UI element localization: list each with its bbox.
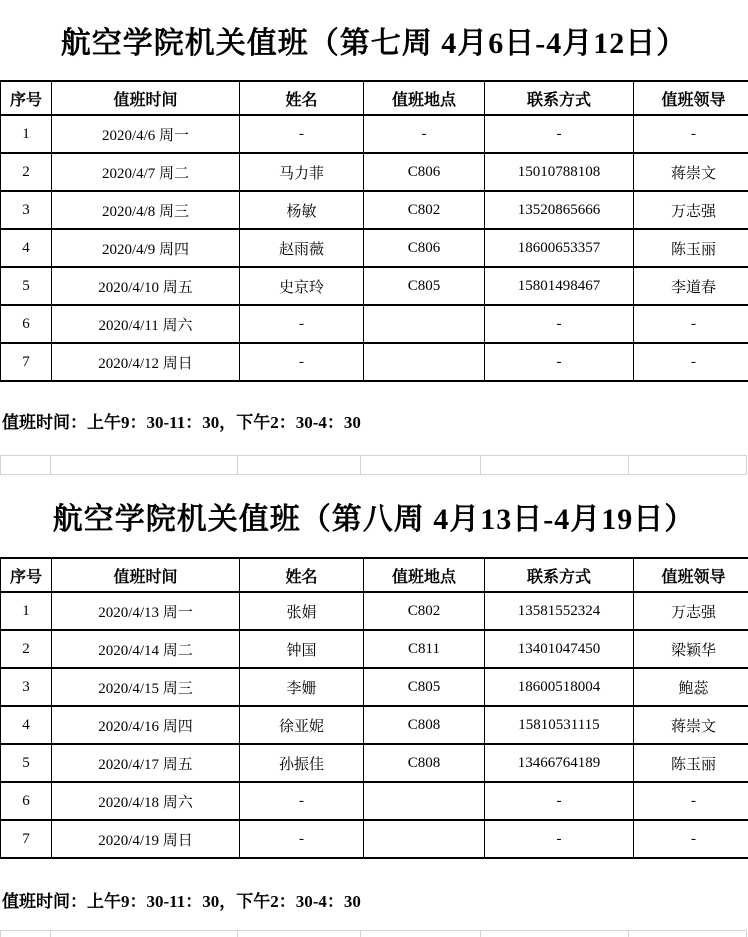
table-cell: - xyxy=(634,782,748,820)
week8-table-title: 航空学院机关值班（第八周 4月13日-4月19日） xyxy=(0,475,748,557)
table-cell: 1 xyxy=(1,115,52,153)
table-cell: - xyxy=(634,820,748,858)
table-cell: - xyxy=(485,820,634,858)
empty-cell xyxy=(481,456,629,474)
table-cell: 6 xyxy=(1,305,52,343)
header-row xyxy=(1,558,748,592)
table-cell: 2 xyxy=(1,630,52,668)
table-cell: 15801498467 xyxy=(485,267,634,305)
table-cell: 2020/4/12 周日 xyxy=(52,343,240,381)
table-cell: 5 xyxy=(1,267,52,305)
week7-duty-hours-note: 值班时间：上午9：30-11：30，下午2：30-4：30 xyxy=(2,408,748,428)
table-cell xyxy=(364,820,485,858)
table-cell: 2020/4/11 周六 xyxy=(52,305,240,343)
table-cell: - xyxy=(364,115,485,153)
table-cell: 2020/4/17 周五 xyxy=(52,744,240,782)
table-cell: 杨敏 xyxy=(240,191,364,229)
table-cell: - xyxy=(634,115,748,153)
table-cell: C811 xyxy=(364,630,485,668)
table-cell: C805 xyxy=(364,668,485,706)
table-cell: 2020/4/14 周二 xyxy=(52,630,240,668)
table-cell: C808 xyxy=(364,744,485,782)
table-row xyxy=(1,153,748,191)
table-cell: 李道春 xyxy=(634,267,748,305)
empty-spreadsheet-row xyxy=(0,455,747,475)
table-cell: 梁颖华 xyxy=(634,630,748,668)
table-cell: 2020/4/6 周一 xyxy=(52,115,240,153)
week7-table-title: 航空学院机关值班（第七周 4月6日-4月12日） xyxy=(0,0,748,80)
table-cell: 2020/4/7 周二 xyxy=(52,153,240,191)
table-row xyxy=(1,820,748,858)
table-cell: 张娟 xyxy=(240,592,364,630)
table-cell: C802 xyxy=(364,592,485,630)
table-cell: 孙振佳 xyxy=(240,744,364,782)
table-cell: 13581552324 xyxy=(485,592,634,630)
table-row xyxy=(1,706,748,744)
table-cell: - xyxy=(634,343,748,381)
table-cell: - xyxy=(485,343,634,381)
week7-duty-table xyxy=(0,80,748,382)
week7-table-header xyxy=(1,81,748,115)
column-header-contact: 联系方式 xyxy=(485,558,634,592)
table-cell: 蒋崇文 xyxy=(634,153,748,191)
table-cell: 徐亚妮 xyxy=(240,706,364,744)
table-cell: 15010788108 xyxy=(485,153,634,191)
table-cell: - xyxy=(240,820,364,858)
table-cell: 7 xyxy=(1,343,52,381)
table-cell: 4 xyxy=(1,706,52,744)
empty-cell xyxy=(238,931,361,937)
week8-table-body xyxy=(1,592,748,858)
empty-cell xyxy=(51,456,238,474)
table-cell: 18600518004 xyxy=(485,668,634,706)
week8-duty-hours-note: 值班时间：上午9：30-11：30，下午2：30-4：30 xyxy=(2,887,748,907)
table-cell: 2020/4/18 周六 xyxy=(52,782,240,820)
table-cell xyxy=(364,305,485,343)
table-cell: 4 xyxy=(1,229,52,267)
column-header-name: 姓名 xyxy=(240,558,364,592)
empty-cell xyxy=(1,931,51,937)
table-cell: - xyxy=(240,782,364,820)
table-cell: - xyxy=(240,305,364,343)
table-cell: - xyxy=(634,305,748,343)
table-row xyxy=(1,592,748,630)
table-cell: 18600653357 xyxy=(485,229,634,267)
column-header-time: 值班时间 xyxy=(52,558,240,592)
table-cell: 陈玉丽 xyxy=(634,744,748,782)
table-cell: 钟国 xyxy=(240,630,364,668)
table-cell: 13466764189 xyxy=(485,744,634,782)
empty-cell xyxy=(361,456,481,474)
empty-cell xyxy=(361,931,481,937)
table-cell: 马力菲 xyxy=(240,153,364,191)
column-header-contact: 联系方式 xyxy=(485,81,634,115)
table-cell: - xyxy=(485,305,634,343)
empty-cell xyxy=(51,931,238,937)
table-cell: 蒋崇文 xyxy=(634,706,748,744)
table-row xyxy=(1,782,748,820)
table-cell: 5 xyxy=(1,744,52,782)
table-cell: 6 xyxy=(1,782,52,820)
week8-duty-table xyxy=(0,557,748,859)
table-cell: C805 xyxy=(364,267,485,305)
empty-cell xyxy=(238,456,361,474)
table-row xyxy=(1,630,748,668)
table-cell: 15810531115 xyxy=(485,706,634,744)
table-row xyxy=(1,115,748,153)
table-cell: 2 xyxy=(1,153,52,191)
column-header-leader: 值班领导 xyxy=(634,81,748,115)
column-header-leader: 值班领导 xyxy=(634,558,748,592)
table-cell: 2020/4/15 周三 xyxy=(52,668,240,706)
table-row xyxy=(1,191,748,229)
table-cell: 2020/4/16 周四 xyxy=(52,706,240,744)
table-cell: C806 xyxy=(364,229,485,267)
table-cell: 赵雨薇 xyxy=(240,229,364,267)
column-header-location: 值班地点 xyxy=(364,81,485,115)
header-row xyxy=(1,81,748,115)
empty-cell xyxy=(1,456,51,474)
table-cell: C808 xyxy=(364,706,485,744)
table-cell: 3 xyxy=(1,191,52,229)
table-cell: - xyxy=(485,782,634,820)
empty-cell xyxy=(481,931,629,937)
column-header-time: 值班时间 xyxy=(52,81,240,115)
table-cell: 2020/4/13 周一 xyxy=(52,592,240,630)
table-cell: 13401047450 xyxy=(485,630,634,668)
table-cell: 万志强 xyxy=(634,592,748,630)
column-header-index: 序号 xyxy=(1,558,52,592)
table-cell: 7 xyxy=(1,820,52,858)
table-row xyxy=(1,668,748,706)
table-cell: 2020/4/9 周四 xyxy=(52,229,240,267)
table-cell: 3 xyxy=(1,668,52,706)
table-row xyxy=(1,229,748,267)
table-row xyxy=(1,267,748,305)
column-header-index: 序号 xyxy=(1,81,52,115)
table-cell: 万志强 xyxy=(634,191,748,229)
table-cell: - xyxy=(240,343,364,381)
table-cell: 鲍蕊 xyxy=(634,668,748,706)
table-cell: - xyxy=(240,115,364,153)
table-cell: 2020/4/19 周日 xyxy=(52,820,240,858)
table-cell: 史京玲 xyxy=(240,267,364,305)
table-cell: 1 xyxy=(1,592,52,630)
column-header-location: 值班地点 xyxy=(364,558,485,592)
table-cell: C802 xyxy=(364,191,485,229)
table-row xyxy=(1,343,748,381)
table-row xyxy=(1,744,748,782)
empty-cell xyxy=(629,931,747,937)
table-cell: 13520865666 xyxy=(485,191,634,229)
column-header-name: 姓名 xyxy=(240,81,364,115)
table-cell xyxy=(364,343,485,381)
table-cell: 陈玉丽 xyxy=(634,229,748,267)
table-cell: 2020/4/10 周五 xyxy=(52,267,240,305)
week7-table-body xyxy=(1,115,748,381)
table-cell xyxy=(364,782,485,820)
table-cell: 李姗 xyxy=(240,668,364,706)
empty-cell xyxy=(629,456,747,474)
week8-table-header xyxy=(1,558,748,592)
table-cell: C806 xyxy=(364,153,485,191)
table-row xyxy=(1,305,748,343)
table-cell: 2020/4/8 周三 xyxy=(52,191,240,229)
table-cell: - xyxy=(485,115,634,153)
